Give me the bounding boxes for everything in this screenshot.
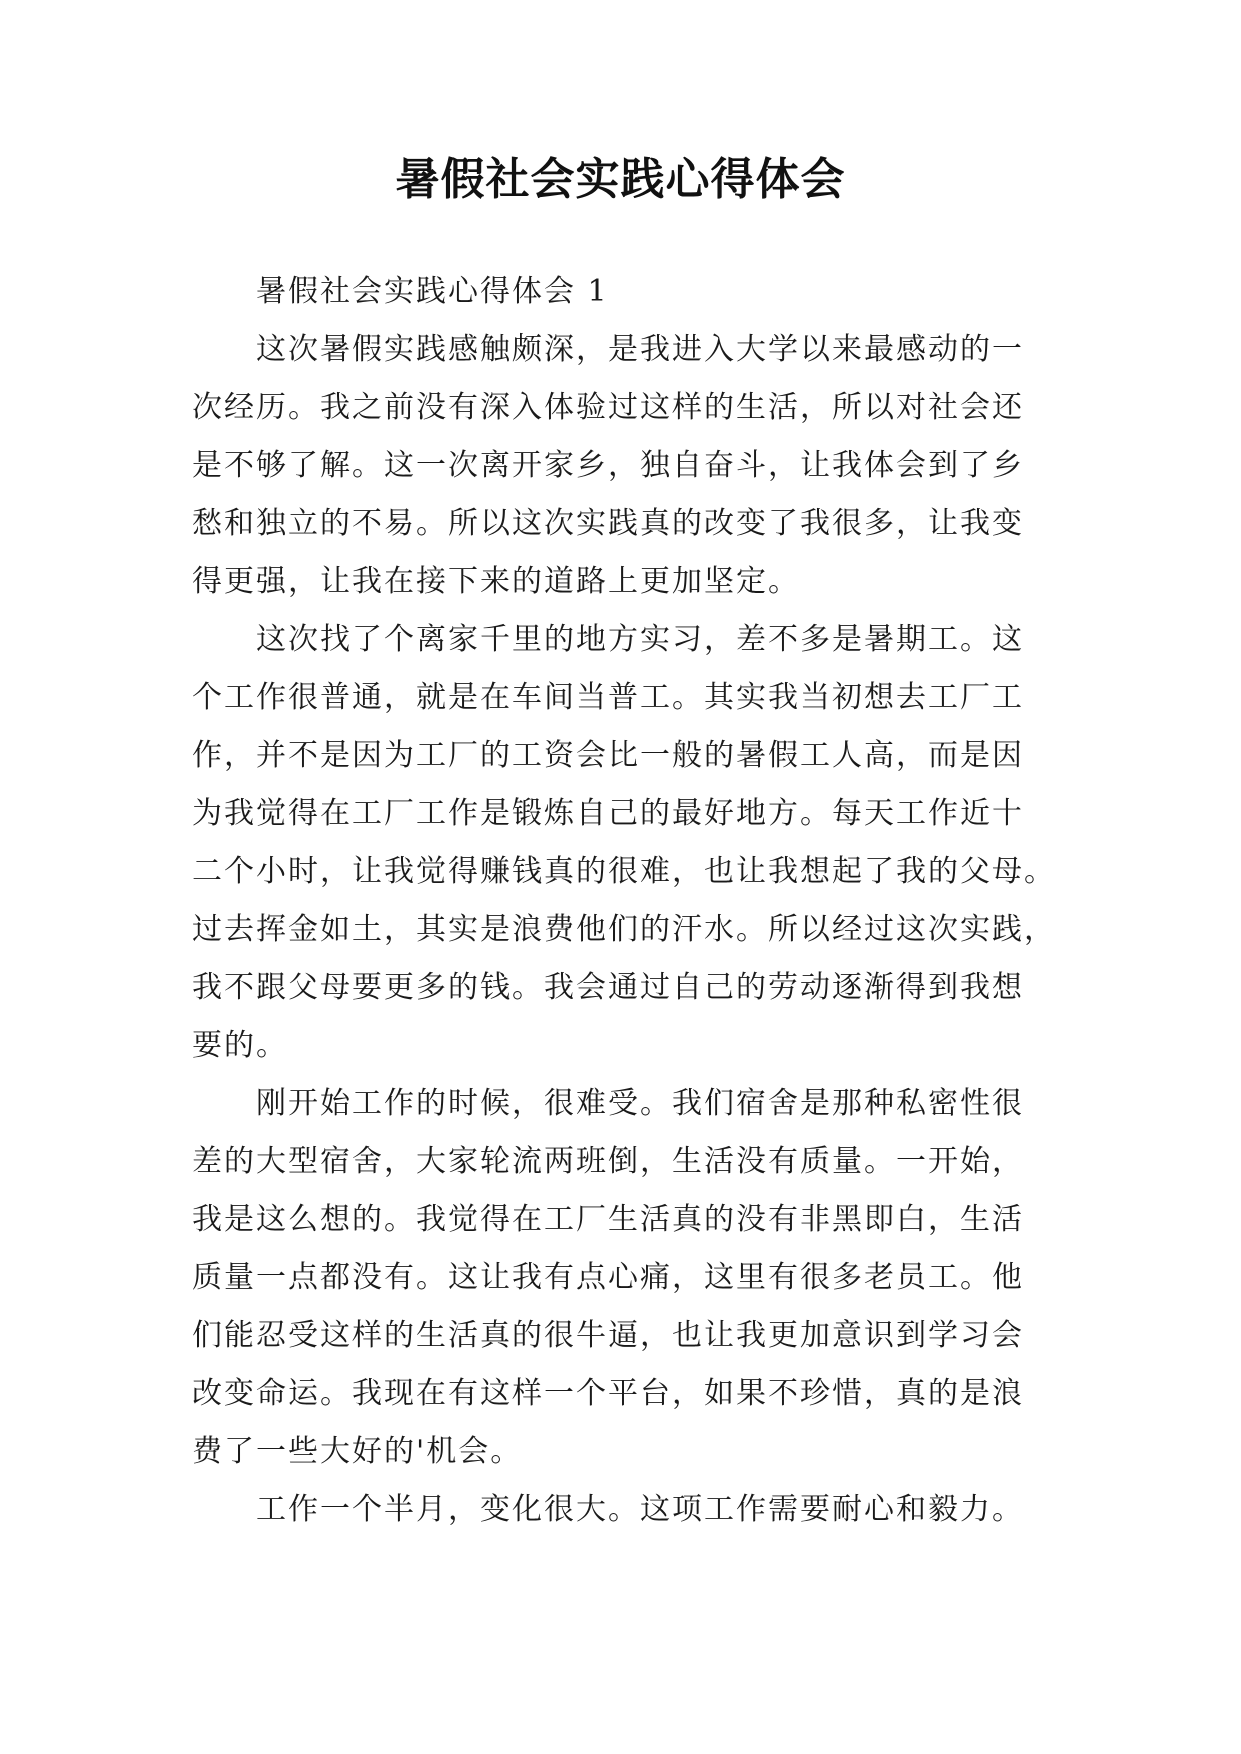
paragraph-3 — [192, 1075, 1072, 1481]
paragraph-1 — [192, 321, 1072, 611]
paragraph-2 — [192, 611, 1072, 1075]
paragraph-line: 工作一个半月，变化很大。这项工作需要耐心和毅力。 — [256, 1492, 1024, 1527]
paragraph-line: 作，并不是因为工厂的工资会比一般的暑假工人高，而是因 — [192, 738, 1024, 773]
document-body — [192, 263, 1072, 1539]
paragraph-line: 我是这么想的。我觉得在工厂生活真的没有非黑即白，生活 — [192, 1202, 1024, 1237]
paragraph-line: 是不够了解。这一次离开家乡，独自奋斗，让我体会到了乡 — [192, 448, 1024, 483]
paragraph-line: 这次找了个离家千里的地方实习，差不多是暑期工。这 — [256, 622, 1024, 657]
paragraph-line: 为我觉得在工厂工作是锻炼自己的最好地方。每天工作近十 — [192, 796, 1024, 831]
paragraph-line: 过去挥金如土，其实是浪费他们的汗水。所以经过这次实践， — [192, 912, 1056, 947]
document-title: 暑假社会实践心得体会 — [395, 154, 846, 205]
paragraph-line: 愁和独立的不易。所以这次实践真的改变了我很多，让我变 — [192, 506, 1024, 541]
paragraph-line: 我不跟父母要更多的钱。我会通过自己的劳动逐渐得到我想 — [192, 970, 1024, 1005]
paragraph-line: 次经历。我之前没有深入体验过这样的生活，所以对社会还 — [192, 390, 1024, 425]
paragraph-line: 这次暑假实践感触颇深，是我进入大学以来最感动的一 — [256, 332, 1024, 367]
paragraph-line: 差的大型宿舍，大家轮流两班倒，生活没有质量。一开始， — [192, 1144, 1024, 1179]
paragraph-line: 得更强，让我在接下来的道路上更加坚定。 — [192, 564, 800, 599]
section-heading: 暑假社会实践心得体会 1 — [256, 274, 609, 309]
paragraph-line: 要的。 — [192, 1028, 288, 1063]
paragraph-4 — [192, 1481, 1072, 1539]
paragraph-line: 二个小时，让我觉得赚钱真的很难，也让我想起了我的父母。 — [192, 854, 1056, 889]
paragraph-line: 们能忍受这样的生活真的很牛逼，也让我更加意识到学习会 — [192, 1318, 1024, 1353]
paragraph-line: 质量一点都没有。这让我有点心痛，这里有很多老员工。他 — [192, 1260, 1024, 1295]
paragraph-line: 个工作很普通，就是在车间当普工。其实我当初想去工厂工 — [192, 680, 1024, 715]
paragraph-line: 费了一些大好的'机会。 — [192, 1434, 523, 1469]
paragraph-line: 刚开始工作的时候，很难受。我们宿舍是那种私密性很 — [256, 1086, 1024, 1121]
paragraph-line: 改变命运。我现在有这样一个平台，如果不珍惜，真的是浪 — [192, 1376, 1024, 1411]
